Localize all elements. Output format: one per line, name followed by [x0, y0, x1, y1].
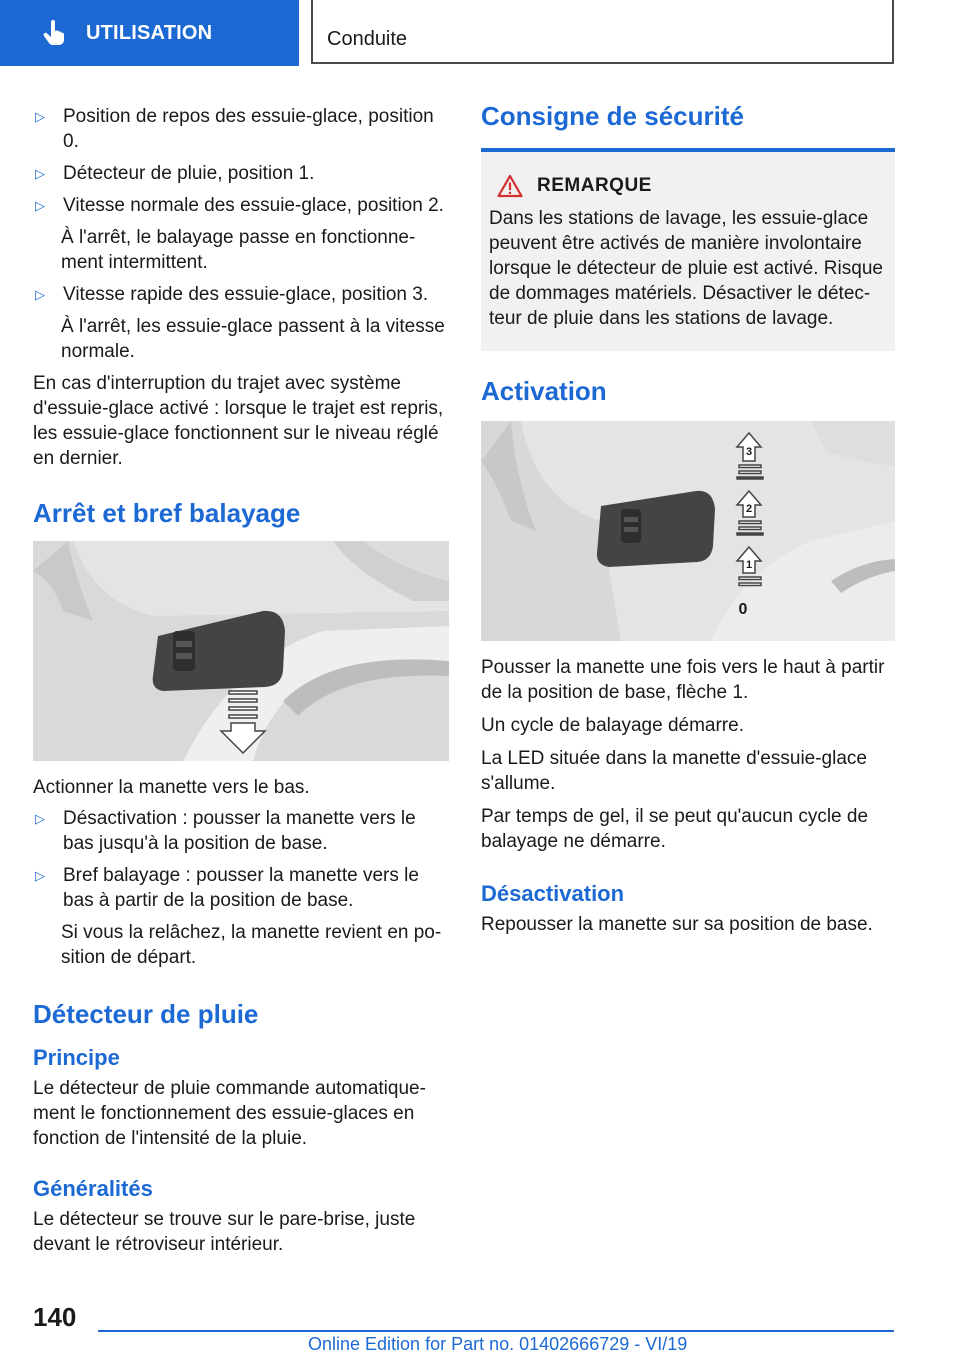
- heading-activation: Activation: [481, 376, 607, 406]
- section-header: [311, 0, 894, 64]
- position-label: 3: [745, 446, 753, 458]
- paragraph: Actionner la manette vers le bas.: [33, 777, 310, 798]
- figure-wiper-lever-positions: [481, 421, 895, 641]
- edition-text: Online Edition for Part no. 01402666729 - VI/19: [308, 1334, 688, 1354]
- paragraph: Le détecteur de pluie commande automatique-ment le fonctionnement des essuie-glaces en fonction de l'intensité de la pluie.: [33, 1078, 426, 1149]
- notice-box: [481, 152, 895, 351]
- notice-label: REMARQUE: [537, 175, 652, 196]
- list-item-note: Si vous la relâchez, la manette revient en po-sition de départ.: [61, 922, 442, 968]
- paragraph: En cas d'interruption du trajet avec système d'essuie-glace activé : lorsque le trajet est repris, les essuie-glace fonctionnent sur le niveau réglé en dernier.: [33, 373, 444, 469]
- position-label: 2: [745, 503, 753, 515]
- section-title: Conduite: [327, 28, 408, 50]
- chapter-tab[interactable]: [0, 0, 299, 66]
- list-item: ▷ Vitesse rapide des essuie-glace, position 3.: [35, 284, 429, 305]
- warning-icon: [497, 174, 523, 198]
- triangle-bullet-icon: ▷: [35, 109, 45, 124]
- triangle-bullet-icon: ▷: [35, 287, 45, 302]
- notice-text: Dans les stations de lavage, les essuie-glace peuvent être activés de manière involontaire lorsque le détecteur de pluie est activé. Risque de dommages matériels. Désactiver le détec-teur de pluie dans les stations de lavage.: [489, 208, 883, 329]
- heading-consigne: Consigne de sécurité: [481, 100, 895, 152]
- paragraph: Repousser la manette sur sa position de base.: [481, 914, 873, 935]
- heading-generalites: Généralités: [33, 1176, 153, 1201]
- list-item: ▷ Vitesse normale des essuie-glace, position 2.: [35, 195, 444, 216]
- paragraph: Par temps de gel, il se peut qu'aucun cycle de balayage ne démarre.: [481, 806, 869, 852]
- list-item: ▷ Bref balayage : pousser la manette vers le bas à partir de la position de base.: [35, 865, 419, 911]
- footer-divider: [98, 1330, 894, 1332]
- heading-detecteur: Détecteur de pluie: [33, 999, 259, 1029]
- page-number: 140: [33, 1302, 77, 1332]
- right-column: [481, 100, 895, 937]
- hand-pointer-icon: [42, 20, 66, 46]
- heading-arret: Arrêt et bref balayage: [33, 498, 301, 528]
- position-label: 1: [745, 559, 753, 571]
- triangle-bullet-icon: ▷: [35, 868, 45, 883]
- paragraph: Le détecteur se trouve sur le pare-brise, juste devant le rétroviseur intérieur.: [33, 1209, 416, 1255]
- paragraph: Un cycle de balayage démarre.: [481, 715, 744, 736]
- paragraph: Pousser la manette une fois vers le haut à partir de la position de base, flèche 1.: [481, 657, 885, 703]
- triangle-bullet-icon: ▷: [35, 811, 45, 826]
- triangle-bullet-icon: ▷: [35, 198, 45, 213]
- list-item: ▷ Détecteur de pluie, position 1.: [35, 163, 315, 184]
- list-item-note: À l'arrêt, le balayage passe en fonctionne-ment intermittent.: [61, 227, 416, 273]
- left-column: [33, 100, 449, 1257]
- chapter-title: UTILISATION: [86, 21, 213, 44]
- list-item: ▷ Désactivation : pousser la manette vers le bas jusqu'à la position de base.: [35, 808, 416, 854]
- position-label: 0: [738, 601, 748, 618]
- figure-wiper-lever-down: [33, 541, 449, 761]
- heading-desactivation: Désactivation: [481, 881, 625, 906]
- heading-principe: Principe: [33, 1045, 120, 1070]
- triangle-bullet-icon: ▷: [35, 166, 45, 181]
- list-item: ▷ Position de repos des essuie-glace, position 0.: [35, 106, 434, 152]
- paragraph: La LED située dans la manette d'essuie-glace s'allume.: [481, 748, 867, 794]
- list-item-note: À l'arrêt, les essuie-glace passent à la vitesse normale.: [61, 316, 445, 362]
